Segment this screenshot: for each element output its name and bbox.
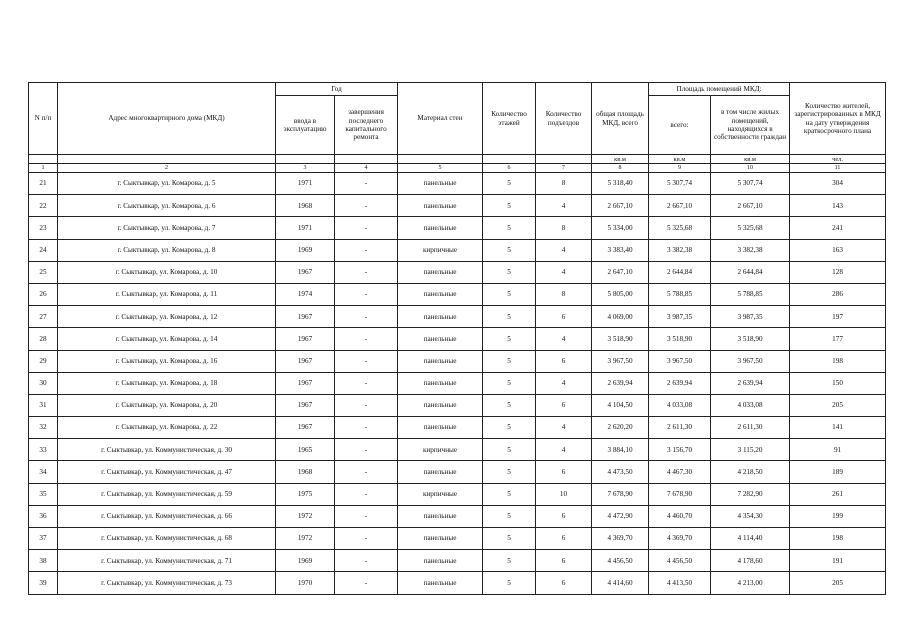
- area-total-cell: 2 620,20: [592, 417, 649, 439]
- area-owned-cell: 4 033,08: [711, 394, 790, 416]
- area-owned-cell: 4 218,50: [711, 461, 790, 483]
- floors-cell: 5: [483, 394, 536, 416]
- area-owned-cell: 5 325,68: [711, 217, 790, 239]
- table-row: [29, 195, 886, 217]
- year-repair-cell: -: [335, 328, 398, 350]
- column-number: 5: [398, 164, 483, 173]
- year-commission-cell: 1975: [276, 483, 335, 505]
- row-number: 22: [29, 195, 58, 217]
- address-cell: г. Сыктывкар, ул. Комарова, д. 11: [58, 283, 276, 305]
- area-all-cell: 5 325,68: [649, 217, 711, 239]
- table-row: [29, 261, 886, 283]
- floors-cell: 5: [483, 528, 536, 550]
- area-total-cell: 3 967,50: [592, 350, 649, 372]
- walls-cell: панельные: [398, 550, 483, 572]
- table-row: [29, 394, 886, 416]
- floors-cell: 5: [483, 239, 536, 261]
- row-number: 23: [29, 217, 58, 239]
- area-total-cell: 2 647,10: [592, 261, 649, 283]
- entrances-cell: 6: [536, 461, 592, 483]
- area-all-cell: 4 460,70: [649, 505, 711, 527]
- year-repair-cell: -: [335, 372, 398, 394]
- year-repair-cell: -: [335, 350, 398, 372]
- area-owned-cell: 2 667,10: [711, 195, 790, 217]
- walls-cell: панельные: [398, 461, 483, 483]
- table-body: [29, 173, 886, 595]
- floors-cell: 5: [483, 350, 536, 372]
- column-number: 11: [790, 164, 886, 173]
- row-number: 39: [29, 572, 58, 594]
- row-number: 25: [29, 261, 58, 283]
- entrances-cell: 8: [536, 217, 592, 239]
- table-row: [29, 306, 886, 328]
- row-number: 37: [29, 528, 58, 550]
- residents-cell: 198: [790, 350, 886, 372]
- area-all-cell: 2 667,10: [649, 195, 711, 217]
- header-area-total: общая площадь МКД, всего: [592, 83, 649, 155]
- column-number: 4: [335, 164, 398, 173]
- area-owned-cell: 3 115,20: [711, 439, 790, 461]
- walls-cell: панельные: [398, 572, 483, 594]
- column-numbers-row: [29, 164, 886, 173]
- table-row: [29, 483, 886, 505]
- header-walls: Материал стен: [398, 83, 483, 155]
- entrances-cell: 6: [536, 572, 592, 594]
- entrances-cell: 4: [536, 261, 592, 283]
- header-area-all: всего:: [649, 96, 711, 155]
- column-number: 6: [483, 164, 536, 173]
- area-all-cell: 4 467,30: [649, 461, 711, 483]
- row-number: 36: [29, 505, 58, 527]
- address-cell: г. Сыктывкар, ул. Комарова, д. 10: [58, 261, 276, 283]
- entrances-cell: 10: [536, 483, 592, 505]
- area-owned-cell: 3 967,50: [711, 350, 790, 372]
- address-cell: г. Сыктывкар, ул. Коммунистическая, д. 30: [58, 439, 276, 461]
- column-number: 10: [711, 164, 790, 173]
- address-cell: г. Сыктывкар, ул. Коммунистическая, д. 59: [58, 483, 276, 505]
- header-residents: Количество жителей, зарегистрированных в МКД на дату утверждения краткосрочного плана: [790, 83, 886, 155]
- header-num: N п/п: [29, 83, 58, 155]
- area-total-cell: 2 667,10: [592, 195, 649, 217]
- area-owned-cell: 5 788,85: [711, 283, 790, 305]
- walls-cell: панельные: [398, 261, 483, 283]
- area-owned-cell: 2 611,30: [711, 417, 790, 439]
- area-total-cell: 3 383,40: [592, 239, 649, 261]
- row-number: 34: [29, 461, 58, 483]
- year-repair-cell: -: [335, 483, 398, 505]
- area-owned-cell: 3 987,35: [711, 306, 790, 328]
- year-commission-cell: 1972: [276, 505, 335, 527]
- column-number: 1: [29, 164, 58, 173]
- area-total-cell: 4 473,50: [592, 461, 649, 483]
- housing-register-table: [28, 82, 886, 595]
- year-repair-cell: -: [335, 461, 398, 483]
- entrances-cell: 6: [536, 350, 592, 372]
- residents-cell: 91: [790, 439, 886, 461]
- area-owned-cell: 3 518,90: [711, 328, 790, 350]
- row-number: 21: [29, 173, 58, 195]
- year-repair-cell: -: [335, 439, 398, 461]
- units-cell: [398, 155, 483, 164]
- row-number: 35: [29, 483, 58, 505]
- area-total-cell: 3 518,90: [592, 328, 649, 350]
- units-cell: [276, 155, 335, 164]
- column-number: 8: [592, 164, 649, 173]
- area-owned-cell: 7 282,90: [711, 483, 790, 505]
- residents-cell: 205: [790, 394, 886, 416]
- walls-cell: панельные: [398, 173, 483, 195]
- area-total-cell: 7 678,90: [592, 483, 649, 505]
- year-commission-cell: 1969: [276, 550, 335, 572]
- year-commission-cell: 1967: [276, 372, 335, 394]
- year-repair-cell: -: [335, 217, 398, 239]
- entrances-cell: 4: [536, 239, 592, 261]
- table-row: [29, 417, 886, 439]
- walls-cell: панельные: [398, 372, 483, 394]
- table-row: [29, 283, 886, 305]
- area-all-cell: 4 413,50: [649, 572, 711, 594]
- year-repair-cell: -: [335, 195, 398, 217]
- address-cell: г. Сыктывкар, ул. Комарова, д. 12: [58, 306, 276, 328]
- address-cell: г. Сыктывкар, ул. Коммунистическая, д. 73: [58, 572, 276, 594]
- year-commission-cell: 1971: [276, 217, 335, 239]
- year-repair-cell: -: [335, 394, 398, 416]
- residents-cell: 261: [790, 483, 886, 505]
- residents-cell: 128: [790, 261, 886, 283]
- walls-cell: панельные: [398, 394, 483, 416]
- year-commission-cell: 1968: [276, 461, 335, 483]
- walls-cell: панельные: [398, 528, 483, 550]
- row-number: 30: [29, 372, 58, 394]
- unit-area-all: кв.м: [649, 155, 711, 164]
- column-number: 3: [276, 164, 335, 173]
- address-cell: г. Сыктывкар, ул. Комарова, д. 18: [58, 372, 276, 394]
- address-cell: г. Сыктывкар, ул. Комарова, д. 20: [58, 394, 276, 416]
- walls-cell: кирпичные: [398, 239, 483, 261]
- area-owned-cell: 2 644,84: [711, 261, 790, 283]
- walls-cell: панельные: [398, 328, 483, 350]
- year-repair-cell: -: [335, 239, 398, 261]
- year-repair-cell: -: [335, 417, 398, 439]
- floors-cell: 5: [483, 483, 536, 505]
- area-all-cell: 2 639,94: [649, 372, 711, 394]
- units-cell: [536, 155, 592, 164]
- area-all-cell: 3 156,70: [649, 439, 711, 461]
- area-all-cell: 5 307,74: [649, 173, 711, 195]
- column-number: 9: [649, 164, 711, 173]
- walls-cell: панельные: [398, 195, 483, 217]
- entrances-cell: 4: [536, 328, 592, 350]
- entrances-cell: 4: [536, 372, 592, 394]
- row-number: 29: [29, 350, 58, 372]
- area-all-cell: 3 987,35: [649, 306, 711, 328]
- row-number: 31: [29, 394, 58, 416]
- year-commission-cell: 1971: [276, 173, 335, 195]
- residents-cell: 191: [790, 550, 886, 572]
- table-row: [29, 439, 886, 461]
- entrances-cell: 4: [536, 439, 592, 461]
- unit-residents: чел.: [790, 155, 886, 164]
- header-entrances: Количество подъездов: [536, 83, 592, 155]
- year-repair-cell: -: [335, 283, 398, 305]
- residents-cell: 141: [790, 417, 886, 439]
- table-row: [29, 350, 886, 372]
- floors-cell: 5: [483, 550, 536, 572]
- address-cell: г. Сыктывкар, ул. Коммунистическая, д. 71: [58, 550, 276, 572]
- header-floors: Количество этажей: [483, 83, 536, 155]
- area-all-cell: 4 033,08: [649, 394, 711, 416]
- residents-cell: 205: [790, 572, 886, 594]
- floors-cell: 5: [483, 439, 536, 461]
- row-number: 26: [29, 283, 58, 305]
- header-address: Адрес многоквартирного дома (МКД): [58, 83, 276, 155]
- walls-cell: кирпичные: [398, 439, 483, 461]
- header-year-repair: завершения последнего капитального ремонта: [335, 96, 398, 155]
- year-commission-cell: 1970: [276, 572, 335, 594]
- year-commission-cell: 1972: [276, 528, 335, 550]
- walls-cell: кирпичные: [398, 483, 483, 505]
- residents-cell: 304: [790, 173, 886, 195]
- residents-cell: 199: [790, 505, 886, 527]
- area-total-cell: 4 104,50: [592, 394, 649, 416]
- area-owned-cell: 4 114,40: [711, 528, 790, 550]
- walls-cell: панельные: [398, 417, 483, 439]
- header-year-group: Год: [276, 83, 398, 96]
- area-total-cell: 4 369,70: [592, 528, 649, 550]
- address-cell: г. Сыктывкар, ул. Комарова, д. 6: [58, 195, 276, 217]
- area-all-cell: 4 456,50: [649, 550, 711, 572]
- floors-cell: 5: [483, 328, 536, 350]
- row-number: 38: [29, 550, 58, 572]
- year-commission-cell: 1974: [276, 283, 335, 305]
- area-all-cell: 4 369,70: [649, 528, 711, 550]
- area-all-cell: 3 382,38: [649, 239, 711, 261]
- column-number: 7: [536, 164, 592, 173]
- year-commission-cell: 1965: [276, 439, 335, 461]
- area-all-cell: 3 967,50: [649, 350, 711, 372]
- year-commission-cell: 1967: [276, 350, 335, 372]
- units-cell: [483, 155, 536, 164]
- area-owned-cell: 4 178,60: [711, 550, 790, 572]
- area-all-cell: 7 678,90: [649, 483, 711, 505]
- area-owned-cell: 2 639,94: [711, 372, 790, 394]
- entrances-cell: 8: [536, 173, 592, 195]
- entrances-cell: 6: [536, 550, 592, 572]
- row-number: 28: [29, 328, 58, 350]
- table-row: [29, 239, 886, 261]
- area-owned-cell: 5 307,74: [711, 173, 790, 195]
- floors-cell: 5: [483, 572, 536, 594]
- residents-cell: 150: [790, 372, 886, 394]
- year-commission-cell: 1967: [276, 306, 335, 328]
- table-row: [29, 550, 886, 572]
- table-row: [29, 328, 886, 350]
- area-owned-cell: 4 354,30: [711, 505, 790, 527]
- area-all-cell: 3 518,90: [649, 328, 711, 350]
- residents-cell: 163: [790, 239, 886, 261]
- area-total-cell: 4 472,90: [592, 505, 649, 527]
- table-row: [29, 528, 886, 550]
- floors-cell: 5: [483, 461, 536, 483]
- entrances-cell: 4: [536, 195, 592, 217]
- year-repair-cell: -: [335, 306, 398, 328]
- units-cell: [58, 155, 276, 164]
- floors-cell: 5: [483, 195, 536, 217]
- header-year-commission: ввода в эксплуатацию: [276, 96, 335, 155]
- table-row: [29, 217, 886, 239]
- walls-cell: панельные: [398, 306, 483, 328]
- floors-cell: 5: [483, 173, 536, 195]
- floors-cell: 5: [483, 417, 536, 439]
- year-commission-cell: 1969: [276, 239, 335, 261]
- units-cell: [29, 155, 58, 164]
- walls-cell: панельные: [398, 217, 483, 239]
- area-all-cell: 2 611,30: [649, 417, 711, 439]
- address-cell: г. Сыктывкар, ул. Комарова, д. 8: [58, 239, 276, 261]
- entrances-cell: 4: [536, 417, 592, 439]
- table-row: [29, 173, 886, 195]
- unit-area-total: кв.м: [592, 155, 649, 164]
- area-all-cell: 2 644,84: [649, 261, 711, 283]
- year-repair-cell: -: [335, 550, 398, 572]
- residents-cell: 197: [790, 306, 886, 328]
- row-number: 27: [29, 306, 58, 328]
- entrances-cell: 6: [536, 505, 592, 527]
- row-number: 24: [29, 239, 58, 261]
- row-number: 32: [29, 417, 58, 439]
- area-owned-cell: 3 382,38: [711, 239, 790, 261]
- walls-cell: панельные: [398, 283, 483, 305]
- year-repair-cell: -: [335, 505, 398, 527]
- residents-cell: 189: [790, 461, 886, 483]
- area-total-cell: 3 884,10: [592, 439, 649, 461]
- area-total-cell: 2 639,94: [592, 372, 649, 394]
- floors-cell: 5: [483, 217, 536, 239]
- column-number: 2: [58, 164, 276, 173]
- area-total-cell: 5 805,00: [592, 283, 649, 305]
- address-cell: г. Сыктывкар, ул. Комарова, д. 5: [58, 173, 276, 195]
- residents-cell: 198: [790, 528, 886, 550]
- year-repair-cell: -: [335, 261, 398, 283]
- address-cell: г. Сыктывкар, ул. Коммунистическая, д. 66: [58, 505, 276, 527]
- units-cell: [335, 155, 398, 164]
- table-row: [29, 505, 886, 527]
- floors-cell: 5: [483, 306, 536, 328]
- walls-cell: панельные: [398, 350, 483, 372]
- entrances-cell: 6: [536, 528, 592, 550]
- year-commission-cell: 1967: [276, 261, 335, 283]
- area-total-cell: 4 414,60: [592, 572, 649, 594]
- area-owned-cell: 4 213,00: [711, 572, 790, 594]
- header-area-owned: в том числе жилых помещений, находящихся в собственности граждан: [711, 96, 790, 155]
- walls-cell: панельные: [398, 505, 483, 527]
- residents-cell: 177: [790, 328, 886, 350]
- area-all-cell: 5 788,85: [649, 283, 711, 305]
- year-repair-cell: -: [335, 528, 398, 550]
- area-total-cell: 4 069,00: [592, 306, 649, 328]
- residents-cell: 241: [790, 217, 886, 239]
- floors-cell: 5: [483, 261, 536, 283]
- year-commission-cell: 1967: [276, 328, 335, 350]
- residents-cell: 143: [790, 195, 886, 217]
- year-commission-cell: 1968: [276, 195, 335, 217]
- address-cell: г. Сыктывкар, ул. Комарова, д. 16: [58, 350, 276, 372]
- entrances-cell: 6: [536, 394, 592, 416]
- row-number: 33: [29, 439, 58, 461]
- floors-cell: 5: [483, 505, 536, 527]
- document-page: [28, 82, 886, 595]
- address-cell: г. Сыктывкар, ул. Комарова, д. 22: [58, 417, 276, 439]
- table-row: [29, 372, 886, 394]
- area-total-cell: 4 456,50: [592, 550, 649, 572]
- unit-area-owned: кв.м: [711, 155, 790, 164]
- entrances-cell: 6: [536, 306, 592, 328]
- floors-cell: 5: [483, 372, 536, 394]
- area-total-cell: 5 318,40: [592, 173, 649, 195]
- table-row: [29, 572, 886, 594]
- year-commission-cell: 1967: [276, 394, 335, 416]
- header-area-group: Площадь помещений МКД:: [649, 83, 790, 96]
- address-cell: г. Сыктывкар, ул. Коммунистическая, д. 68: [58, 528, 276, 550]
- residents-cell: 286: [790, 283, 886, 305]
- address-cell: г. Сыктывкар, ул. Комарова, д. 14: [58, 328, 276, 350]
- year-repair-cell: -: [335, 173, 398, 195]
- floors-cell: 5: [483, 283, 536, 305]
- area-total-cell: 5 334,00: [592, 217, 649, 239]
- entrances-cell: 8: [536, 283, 592, 305]
- address-cell: г. Сыктывкар, ул. Коммунистическая, д. 47: [58, 461, 276, 483]
- address-cell: г. Сыктывкар, ул. Комарова, д. 7: [58, 217, 276, 239]
- table-row: [29, 461, 886, 483]
- year-repair-cell: -: [335, 572, 398, 594]
- year-commission-cell: 1967: [276, 417, 335, 439]
